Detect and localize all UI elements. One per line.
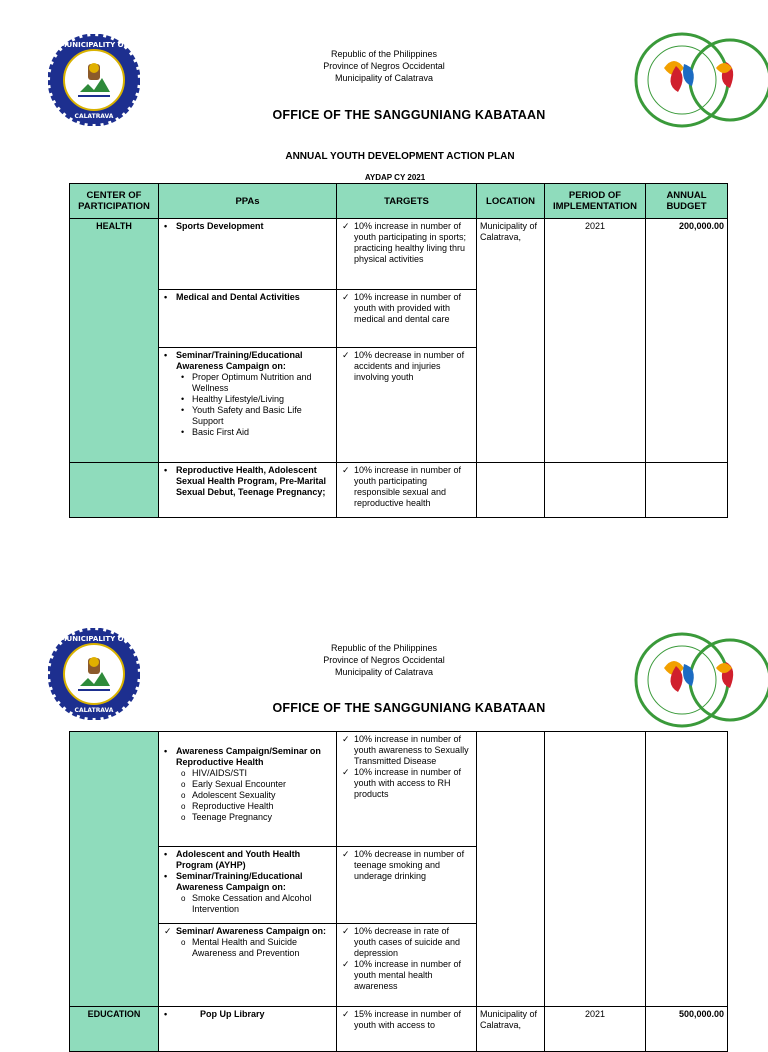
col-header-ppas: PPAs (159, 184, 337, 219)
ppa-cell (159, 924, 337, 1007)
header-province: Province of Negros Occidental (323, 61, 445, 71)
aydap-label: AYDAP CY 2021 (364, 173, 426, 182)
col-header-targets: TARGETS (337, 184, 477, 219)
target-mental-2: ✓ 10% increase in number of youth mental health awareness (354, 959, 473, 992)
period-health: 2021 (545, 219, 646, 463)
col-header-location: LOCATION (477, 184, 545, 219)
col-header-budget: ANNUAL BUDGET (646, 184, 728, 219)
location-empty (477, 463, 545, 518)
ppa-ayhp-seminar: Seminar/Training/Educational Awareness Campaign on: (176, 871, 303, 892)
ppa-sports: • Sports Development (176, 221, 333, 232)
ppa-cell (159, 219, 337, 290)
target-repro: ✓ 10% increase in number of youth participating responsible sexual and reproductive health (354, 465, 473, 509)
budget-empty (646, 463, 728, 518)
target-cell (337, 924, 477, 1007)
target-cell (337, 732, 477, 847)
budget-health: 200,000.00 (646, 219, 728, 463)
ayhp-item: o Smoke Cessation and Alcohol Intervention (192, 893, 333, 915)
seminar-item: • Proper Optimum Nutrition and Wellness (192, 372, 333, 394)
office-title: OFFICE OF THE SANGGUNIANG KABATAAN (272, 108, 546, 122)
seminar-item: • Healthy Lifestyle/Living (192, 394, 333, 405)
header-republic: Republic of the Philippines (330, 643, 438, 653)
awareness-item: o Adolescent Sexuality (192, 790, 333, 801)
action-plan-table (69, 183, 728, 518)
action-plan-table-continued (69, 731, 728, 1052)
ppa-cell (159, 290, 337, 348)
target-cell (337, 348, 477, 463)
header-republic: Republic of the Philippines (330, 49, 438, 59)
header-municipality: Municipality of Calatrava (334, 667, 434, 677)
center-education: EDUCATION (70, 1007, 159, 1052)
document-page-2 (0, 600, 768, 1030)
target-ayhp: ✓ 10% decrease in number of teenage smoking and underage drinking (354, 849, 473, 882)
target-cell (337, 463, 477, 518)
ppa-library: • Pop Up Library (176, 1009, 333, 1020)
plan-title: ANNUAL YOUTH DEVELOPMENT ACTION PLAN (285, 151, 515, 162)
seminar-item: • Youth Safety and Basic Life Support (192, 405, 333, 427)
ppa-repro: • Reproductive Health, Adolescent Sexual Health Program, Pre-Marital Sexual Debut, Teenage Pregnancy; (176, 465, 333, 498)
budget-education: 500,000.00 (646, 1007, 728, 1052)
ppa-medical: • Medical and Dental Activities (176, 292, 333, 303)
location-education: Municipality of Calatrava, (477, 1007, 545, 1052)
ppa-cell (159, 847, 337, 924)
ppa-mental: Seminar/ Awareness Campaign on: (176, 926, 327, 936)
target-medical: ✓ 10% increase in number of youth with provided with medical and dental care (354, 292, 473, 325)
awareness-item: o Early Sexual Encounter (192, 779, 333, 790)
office-title: OFFICE OF THE SANGGUNIANG KABATAAN (272, 701, 546, 715)
awareness-item: o Reproductive Health (192, 801, 333, 812)
ppa-cell (159, 463, 337, 518)
target-rh-access: ✓ 10% increase in number of youth with access to RH products (354, 767, 473, 800)
ppa-ayhp: • Adolescent and Youth Health Program (AYHP) (176, 849, 333, 871)
budget-empty (646, 732, 728, 1007)
target-std: ✓ 10% increase in number of youth awareness to Sexually Transmitted Disease (354, 734, 473, 767)
center-empty (70, 463, 159, 518)
target-cell (337, 219, 477, 290)
location-health: Municipality of Calatrava, (477, 219, 545, 463)
target-sports: ✓ 10% increase in number of youth participating in sports; practicing healthy living thru physical activities (354, 221, 473, 265)
table-header-row (70, 184, 728, 219)
svg-text:CALATRAVA: CALATRAVA (74, 707, 114, 714)
svg-text:MUNICIPALITY OF: MUNICIPALITY OF (59, 635, 129, 643)
ppa-awareness: Awareness Campaign/Seminar on Reproductive Health (176, 746, 321, 767)
target-library: ✓ 15% increase in number of youth with access to (354, 1009, 473, 1031)
seminar-item: • Basic First Aid (192, 427, 333, 438)
awareness-item: o Teenage Pregnancy (192, 812, 333, 823)
table-row (70, 1007, 728, 1052)
header-province: Province of Negros Occidental (323, 655, 445, 665)
svg-text:CALATRAVA: CALATRAVA (74, 113, 114, 120)
svg-text:MUNICIPALITY OF: MUNICIPALITY OF (59, 41, 129, 49)
table-row (70, 732, 728, 847)
ppa-cell (159, 1007, 337, 1052)
ppa-cell (159, 348, 337, 463)
table-row (70, 463, 728, 518)
period-empty (545, 732, 646, 1007)
col-header-period: PERIOD OF IMPLEMENTATION (545, 184, 646, 219)
target-seminar: ✓ 10% decrease in number of accidents and injuries involving youth (354, 350, 473, 383)
center-empty (70, 732, 159, 1007)
col-header-center: CENTER OF PARTICIPATION (70, 184, 159, 219)
ppa-cell (159, 732, 337, 847)
header-municipality: Municipality of Calatrava (334, 73, 434, 83)
center-health: HEALTH (70, 219, 159, 463)
location-empty (477, 732, 545, 1007)
mental-item: o Mental Health and Suicide Awareness and Prevention (192, 937, 333, 959)
target-cell (337, 290, 477, 348)
period-education: 2021 (545, 1007, 646, 1052)
ppa-seminar: Seminar/Training/Educational Awareness Campaign on: (176, 350, 303, 371)
target-cell (337, 847, 477, 924)
period-empty (545, 463, 646, 518)
target-cell (337, 1007, 477, 1052)
target-mental-1: ✓ 10% decrease in rate of youth cases of suicide and depression (354, 926, 473, 959)
table-row (70, 219, 728, 290)
awareness-item: o HIV/AIDS/STI (192, 768, 333, 779)
